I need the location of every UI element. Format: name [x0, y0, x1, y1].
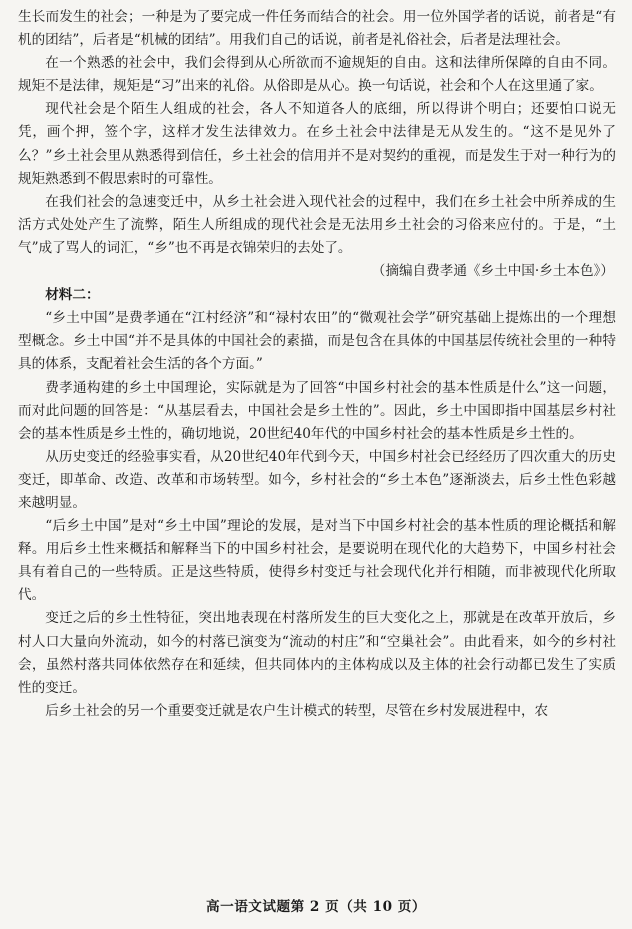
paragraph: 生长而发生的社会；一种是为了要完成一件任务而结合的社会。用一位外国学者的话说，前者是“有机的团结”，后者是“机械的团结”。用我们自己的话说，前者是礼俗社会，后者是法理社会。 — [18, 9, 616, 49]
paragraph: “乡土中国”是费孝通在“江村经济”和“禄村农田”的“微观社会学”研究基础上提炼出的一个理想型概念。乡土中国“并不是具体的中国社会的素描，而是包含在具体的中国基层传统社会里的一种特具的体系，支配着社会生活的各个方面。” — [18, 310, 616, 373]
paragraph: 变迁之后的乡土性特征，突出地表现在村落所发生的巨大变化之上，那就是在改革开放后，乡村人口大量向外流动，如今的村落已演变为“流动的村庄”和“空巢社会”。由此看来，如今的乡村社会，虽然村落共同体依然存在和延续，但共同体内的主体构成以及主体的社会行动都已发生了实质性的变迁。 — [18, 610, 616, 696]
page-footer: 高一语文试题第 2 页（共 10 页） — [206, 899, 426, 915]
page-content — [18, 6, 616, 723]
paragraph: 后乡土社会的另一个重要变迁就是农户生计模式的转型，尽管在乡村发展进程中，农 — [45, 702, 549, 719]
paragraph: 费孝通构建的乡土中国理论，实际就是为了回答“中国乡村社会的基本性质是什么”这一问题，而对此问题的回答是：“从基层看去，中国社会是乡土性的”。因此，乡土中国即指中国基层乡村社会的基本性质是乡土性的，确切地说，20世纪40年代的中国乡村社会的基本性质是乡土性的。 — [18, 379, 616, 442]
paragraph: “后乡土中国”是对“乡土中国”理论的发展，是对当下中国乡村社会的基本性质的理论概括和解释。用后乡土性来概括和解释当下的中国乡村社会，是要说明在现代化的大趋势下，中国乡村社会具有着自己的一些特质。正是这些特质，使得乡村变迁与社会现代化并行相随，而非被现代化所取代。 — [18, 518, 616, 604]
paragraph: 在我们社会的急速变迁中，从乡土社会进入现代社会的过程中，我们在乡土社会中所养成的生活方式处处产生了流弊，陌生人所组成的现代社会是无法用乡土社会的习俗来应付的。于是，“土气”成了骂人的词汇，“乡”也不再是衣锦荣归的去处了。 — [18, 193, 616, 256]
paragraph: 从历史变迁的经验事实看，从20世纪40年代到今天，中国乡村社会已经经历了四次重大的历史变迁，即革命、改造、改革和市场转型。如今，乡村社会的“乡土本色”逐渐淡去，后乡土性色彩越来越明显。 — [18, 448, 616, 511]
citation: （摘编自费孝通《乡土中国·乡土本色》） — [371, 263, 614, 280]
paragraph: 在一个熟悉的社会中，我们会得到从心所欲而不逾规矩的自由。这和法律所保障的自由不同。规矩不是法律，规矩是“习”出来的礼俗。从俗即是从心。换一句话说，社会和个人在这里通了家。 — [18, 55, 616, 95]
section-heading: 材料二： — [45, 287, 100, 304]
paragraph: 现代社会是个陌生人组成的社会，各人不知道各人的底细，所以得讲个明白；还要怕口说无凭，画个押，签个字，这样才发生法律效力。在乡土社会中法律是无从发生的。“这不是见外了么？”乡土社会里从熟悉得到信任，乡土社会的信用并不是对契约的重视，而是发生于对一种行为的规矩熟悉到不假思索时的可靠性。 — [18, 101, 616, 187]
